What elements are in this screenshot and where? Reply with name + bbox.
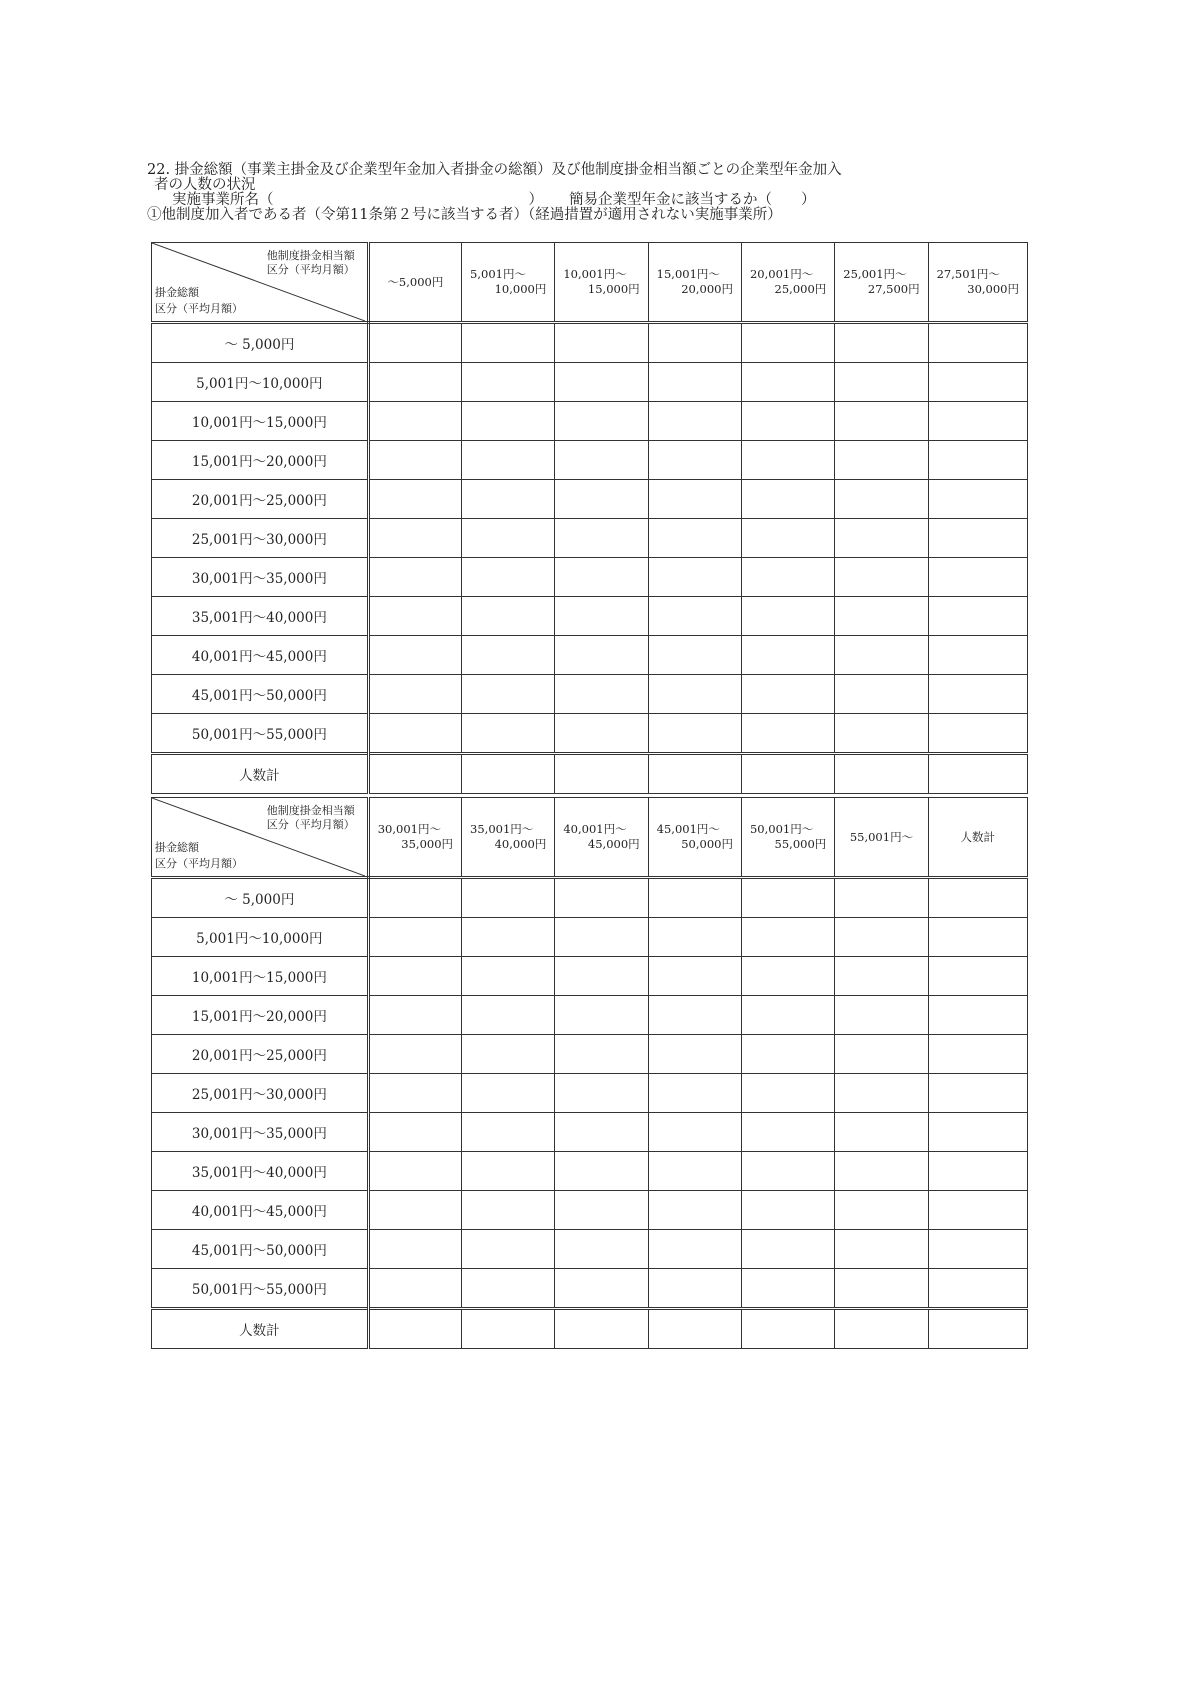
count-cell[interactable] bbox=[835, 918, 928, 957]
count-cell[interactable] bbox=[648, 1269, 741, 1309]
count-cell[interactable] bbox=[462, 675, 555, 714]
column-header-line-2: 50,000円 bbox=[681, 837, 733, 851]
count-cell[interactable] bbox=[928, 1113, 1027, 1152]
title-line-1: 22. 掛金総額（事業主掛金及び企業型年金加入者掛金の総額）及び他制度掛金相当額ごとの企業型年金加入 bbox=[147, 162, 842, 178]
total-cell[interactable] bbox=[741, 754, 834, 794]
column-header-line-2: 55,000円 bbox=[774, 837, 827, 851]
column-header-line-2: 30,000円 bbox=[967, 282, 1019, 296]
count-cell[interactable] bbox=[368, 957, 461, 996]
column-header bbox=[835, 243, 928, 323]
count-cell[interactable] bbox=[835, 878, 928, 918]
table-row bbox=[152, 1152, 1028, 1191]
count-cell[interactable] bbox=[928, 957, 1027, 996]
corner-top-label-1: 他制度掛金相当額 bbox=[266, 249, 355, 262]
office-name-label: 実施事業所名（ bbox=[172, 192, 274, 208]
table-row bbox=[152, 1113, 1028, 1152]
row-label: ～ 5,000円 bbox=[152, 878, 369, 918]
form-header bbox=[147, 163, 1027, 223]
count-cell[interactable] bbox=[462, 480, 555, 519]
total-cell[interactable] bbox=[648, 754, 741, 794]
total-cell[interactable] bbox=[368, 1309, 461, 1349]
corner-bottom-label-1: 掛金総額 bbox=[155, 841, 199, 854]
count-cell[interactable] bbox=[835, 675, 928, 714]
count-cell[interactable] bbox=[648, 323, 741, 363]
count-cell[interactable] bbox=[741, 1074, 834, 1113]
count-cell[interactable] bbox=[741, 957, 834, 996]
row-label: 5,001円～10,000円 bbox=[152, 363, 369, 402]
column-header-line-2: 10,000円 bbox=[494, 282, 547, 296]
row-label: 20,001円～25,000円 bbox=[152, 1035, 369, 1074]
count-cell[interactable] bbox=[462, 714, 555, 754]
total-cell[interactable] bbox=[835, 1309, 928, 1349]
count-cell[interactable] bbox=[368, 363, 461, 402]
corner-top-label-1: 他制度掛金相当額 bbox=[266, 804, 355, 817]
count-cell[interactable] bbox=[462, 558, 555, 597]
column-header-line-2: 27,500円 bbox=[867, 282, 920, 296]
corner-top-label-2: 区分（平均月額） bbox=[266, 818, 355, 831]
total-label: 人数計 bbox=[152, 1309, 369, 1349]
count-cell[interactable] bbox=[741, 558, 834, 597]
column-header-line-1: 50,001円～ bbox=[749, 822, 814, 836]
total-cell[interactable] bbox=[741, 1309, 834, 1349]
section-label: ①他制度加入者である者（令第11条第２号に該当する者）（経過措置が適用されない実施事業所） bbox=[147, 207, 782, 223]
column-header bbox=[648, 798, 741, 878]
total-cell[interactable] bbox=[462, 754, 555, 794]
count-cell[interactable] bbox=[462, 1269, 555, 1309]
count-cell[interactable] bbox=[555, 1152, 648, 1191]
count-cell[interactable] bbox=[368, 402, 461, 441]
count-cell[interactable] bbox=[928, 519, 1027, 558]
count-cell[interactable] bbox=[648, 441, 741, 480]
column-header-line-1: 10,001円～ bbox=[563, 267, 627, 281]
count-cell[interactable] bbox=[648, 714, 741, 754]
row-label: 10,001円～15,000円 bbox=[152, 402, 369, 441]
column-header-line-1: 45,001円～ bbox=[656, 822, 720, 836]
column-header-line-1: 35,001円～ bbox=[470, 822, 534, 836]
table-row bbox=[152, 1269, 1028, 1309]
count-cell[interactable] bbox=[368, 1269, 461, 1309]
count-cell[interactable] bbox=[741, 1035, 834, 1074]
row-label: 30,001円～35,000円 bbox=[152, 1113, 369, 1152]
count-cell[interactable] bbox=[462, 1035, 555, 1074]
count-cell[interactable] bbox=[928, 1191, 1027, 1230]
row-label: 20,001円～25,000円 bbox=[152, 480, 369, 519]
row-label: 50,001円～55,000円 bbox=[152, 1269, 369, 1309]
count-cell[interactable] bbox=[648, 1191, 741, 1230]
count-cell[interactable] bbox=[928, 363, 1027, 402]
corner-header-cell bbox=[152, 798, 369, 878]
table-1 bbox=[151, 242, 1028, 794]
count-cell[interactable] bbox=[741, 636, 834, 675]
table-row bbox=[152, 957, 1028, 996]
count-cell[interactable] bbox=[741, 441, 834, 480]
column-header bbox=[928, 798, 1027, 878]
count-cell[interactable] bbox=[462, 1074, 555, 1113]
count-cell[interactable] bbox=[928, 878, 1027, 918]
table-row bbox=[152, 363, 1028, 402]
row-label: 25,001円～30,000円 bbox=[152, 1074, 369, 1113]
count-cell[interactable] bbox=[555, 1113, 648, 1152]
column-header-line-1: 20,001円～ bbox=[749, 267, 814, 281]
table-row bbox=[152, 675, 1028, 714]
office-line bbox=[147, 193, 1027, 208]
count-cell[interactable] bbox=[741, 597, 834, 636]
total-cell[interactable] bbox=[555, 1309, 648, 1349]
total-row bbox=[152, 1309, 1028, 1349]
count-cell[interactable] bbox=[648, 1152, 741, 1191]
column-header bbox=[928, 243, 1027, 323]
table-row bbox=[152, 402, 1028, 441]
column-header bbox=[741, 798, 834, 878]
count-cell[interactable] bbox=[835, 1035, 928, 1074]
count-cell[interactable] bbox=[555, 323, 648, 363]
count-cell[interactable] bbox=[928, 675, 1027, 714]
count-cell[interactable] bbox=[928, 1269, 1027, 1309]
row-label: 35,001円～40,000円 bbox=[152, 597, 369, 636]
total-cell[interactable] bbox=[835, 754, 928, 794]
count-cell[interactable] bbox=[555, 519, 648, 558]
count-cell[interactable] bbox=[368, 1074, 461, 1113]
column-header bbox=[368, 243, 461, 323]
count-cell[interactable] bbox=[648, 1230, 741, 1269]
count-cell[interactable] bbox=[555, 1230, 648, 1269]
total-cell[interactable] bbox=[555, 754, 648, 794]
count-cell[interactable] bbox=[368, 918, 461, 957]
count-cell[interactable] bbox=[835, 519, 928, 558]
count-cell[interactable] bbox=[555, 957, 648, 996]
column-header-label: 人数計 bbox=[960, 829, 996, 844]
count-cell[interactable] bbox=[741, 519, 834, 558]
count-cell[interactable] bbox=[462, 1152, 555, 1191]
count-cell[interactable] bbox=[648, 918, 741, 957]
column-header-line-2: 45,000円 bbox=[587, 837, 640, 851]
count-cell[interactable] bbox=[648, 878, 741, 918]
count-cell[interactable] bbox=[648, 957, 741, 996]
count-cell[interactable] bbox=[741, 1269, 834, 1309]
column-header-line-1: 5,001円～ bbox=[470, 267, 526, 281]
count-cell[interactable] bbox=[835, 1152, 928, 1191]
table-row bbox=[152, 996, 1028, 1035]
column-header-line-1: 30,001円～ bbox=[377, 822, 441, 836]
count-cell[interactable] bbox=[835, 363, 928, 402]
count-cell[interactable] bbox=[648, 675, 741, 714]
count-cell[interactable] bbox=[648, 480, 741, 519]
count-cell[interactable] bbox=[835, 480, 928, 519]
table-row bbox=[152, 441, 1028, 480]
count-cell[interactable] bbox=[555, 402, 648, 441]
total-cell[interactable] bbox=[928, 754, 1027, 794]
column-header bbox=[835, 798, 928, 878]
count-cell[interactable] bbox=[555, 597, 648, 636]
count-cell[interactable] bbox=[928, 480, 1027, 519]
count-cell[interactable] bbox=[928, 636, 1027, 675]
count-cell[interactable] bbox=[368, 1230, 461, 1269]
count-cell[interactable] bbox=[741, 1230, 834, 1269]
count-cell[interactable] bbox=[462, 1191, 555, 1230]
count-cell[interactable] bbox=[555, 878, 648, 918]
count-cell[interactable] bbox=[835, 441, 928, 480]
count-cell[interactable] bbox=[835, 1074, 928, 1113]
count-cell[interactable] bbox=[741, 1152, 834, 1191]
corner-bottom-label-2: 区分（平均月額） bbox=[155, 857, 243, 870]
count-cell[interactable] bbox=[928, 1074, 1027, 1113]
count-cell[interactable] bbox=[368, 558, 461, 597]
total-cell[interactable] bbox=[648, 1309, 741, 1349]
count-cell[interactable] bbox=[462, 878, 555, 918]
column-header bbox=[462, 798, 555, 878]
table-row bbox=[152, 323, 1028, 363]
count-cell[interactable] bbox=[462, 323, 555, 363]
table-row bbox=[152, 1191, 1028, 1230]
column-header bbox=[462, 243, 555, 323]
table-row bbox=[152, 714, 1028, 754]
count-cell[interactable] bbox=[741, 402, 834, 441]
column-header-line-1: 25,001円～ bbox=[843, 267, 907, 281]
count-cell[interactable] bbox=[368, 675, 461, 714]
count-cell[interactable] bbox=[555, 1191, 648, 1230]
count-cell[interactable] bbox=[462, 957, 555, 996]
column-header-label: 55,001円～ bbox=[849, 829, 914, 844]
count-cell[interactable] bbox=[555, 714, 648, 754]
count-cell[interactable] bbox=[368, 1035, 461, 1074]
count-cell[interactable] bbox=[928, 402, 1027, 441]
count-cell[interactable] bbox=[835, 1191, 928, 1230]
row-label: 50,001円～55,000円 bbox=[152, 714, 369, 754]
count-cell[interactable] bbox=[835, 1269, 928, 1309]
count-cell[interactable] bbox=[741, 480, 834, 519]
table-row bbox=[152, 1035, 1028, 1074]
count-cell[interactable] bbox=[928, 558, 1027, 597]
count-cell[interactable] bbox=[928, 918, 1027, 957]
count-cell[interactable] bbox=[462, 597, 555, 636]
total-cell[interactable] bbox=[462, 1309, 555, 1349]
count-cell[interactable] bbox=[648, 1035, 741, 1074]
count-cell[interactable] bbox=[835, 957, 928, 996]
table-row bbox=[152, 480, 1028, 519]
column-header-line-2: 35,000円 bbox=[401, 837, 454, 851]
count-cell[interactable] bbox=[835, 714, 928, 754]
count-cell[interactable] bbox=[462, 636, 555, 675]
count-cell[interactable] bbox=[928, 1230, 1027, 1269]
count-cell[interactable] bbox=[648, 402, 741, 441]
count-cell[interactable] bbox=[741, 996, 834, 1035]
count-cell[interactable] bbox=[648, 519, 741, 558]
count-cell[interactable] bbox=[835, 636, 928, 675]
count-cell[interactable] bbox=[648, 558, 741, 597]
column-header bbox=[741, 243, 834, 323]
table-row bbox=[152, 1074, 1028, 1113]
row-label: ～ 5,000円 bbox=[152, 323, 369, 363]
count-cell[interactable] bbox=[835, 996, 928, 1035]
count-cell[interactable] bbox=[741, 1191, 834, 1230]
count-cell[interactable] bbox=[928, 441, 1027, 480]
corner-header-cell bbox=[152, 243, 369, 323]
column-header-line-1: 15,001円～ bbox=[656, 267, 720, 281]
count-cell[interactable] bbox=[835, 1230, 928, 1269]
count-cell[interactable] bbox=[555, 363, 648, 402]
count-cell[interactable] bbox=[928, 323, 1027, 363]
table-2 bbox=[151, 797, 1028, 1349]
count-cell[interactable] bbox=[555, 1269, 648, 1309]
count-cell[interactable] bbox=[555, 480, 648, 519]
count-cell[interactable] bbox=[741, 878, 834, 918]
column-header-line-2: 40,000円 bbox=[494, 837, 547, 851]
row-label: 35,001円～40,000円 bbox=[152, 1152, 369, 1191]
count-cell[interactable] bbox=[648, 1074, 741, 1113]
count-cell[interactable] bbox=[555, 996, 648, 1035]
corner-bottom-label-1: 掛金総額 bbox=[155, 286, 199, 299]
count-cell[interactable] bbox=[462, 996, 555, 1035]
office-name-close: ） bbox=[528, 192, 543, 208]
column-header-line-2: 15,000円 bbox=[587, 282, 640, 296]
count-cell[interactable] bbox=[462, 363, 555, 402]
count-cell[interactable] bbox=[741, 1113, 834, 1152]
row-label: 5,001円～10,000円 bbox=[152, 918, 369, 957]
count-cell[interactable] bbox=[368, 1113, 461, 1152]
count-cell[interactable] bbox=[368, 441, 461, 480]
count-cell[interactable] bbox=[928, 996, 1027, 1035]
count-cell[interactable] bbox=[368, 519, 461, 558]
count-cell[interactable] bbox=[555, 918, 648, 957]
row-label: 45,001円～50,000円 bbox=[152, 675, 369, 714]
count-cell[interactable] bbox=[368, 597, 461, 636]
count-cell[interactable] bbox=[555, 675, 648, 714]
count-cell[interactable] bbox=[741, 323, 834, 363]
count-cell[interactable] bbox=[462, 1230, 555, 1269]
column-header bbox=[555, 798, 648, 878]
count-cell[interactable] bbox=[368, 1152, 461, 1191]
table-row bbox=[152, 519, 1028, 558]
column-header-line-1: 27,501円～ bbox=[936, 267, 1000, 281]
column-header bbox=[555, 243, 648, 323]
count-cell[interactable] bbox=[368, 714, 461, 754]
table-row bbox=[152, 1230, 1028, 1269]
count-cell[interactable] bbox=[555, 1035, 648, 1074]
count-cell[interactable] bbox=[555, 441, 648, 480]
count-cell[interactable] bbox=[462, 918, 555, 957]
corner-bottom-label-2: 区分（平均月額） bbox=[155, 302, 243, 315]
count-cell[interactable] bbox=[648, 363, 741, 402]
count-cell[interactable] bbox=[555, 636, 648, 675]
row-label: 30,001円～35,000円 bbox=[152, 558, 369, 597]
table-row bbox=[152, 597, 1028, 636]
count-cell[interactable] bbox=[462, 441, 555, 480]
count-cell[interactable] bbox=[368, 1191, 461, 1230]
table-row bbox=[152, 918, 1028, 957]
row-label: 25,001円～30,000円 bbox=[152, 519, 369, 558]
row-label: 15,001円～20,000円 bbox=[152, 996, 369, 1035]
count-cell[interactable] bbox=[741, 918, 834, 957]
count-cell[interactable] bbox=[835, 323, 928, 363]
column-header bbox=[368, 798, 461, 878]
corner-top-label-2: 区分（平均月額） bbox=[266, 263, 355, 276]
count-cell[interactable] bbox=[648, 597, 741, 636]
count-cell[interactable] bbox=[648, 1113, 741, 1152]
count-cell[interactable] bbox=[835, 558, 928, 597]
total-cell[interactable] bbox=[368, 754, 461, 794]
row-label: 40,001円～45,000円 bbox=[152, 636, 369, 675]
count-cell[interactable] bbox=[928, 597, 1027, 636]
count-cell[interactable] bbox=[368, 323, 461, 363]
count-cell[interactable] bbox=[368, 480, 461, 519]
count-cell[interactable] bbox=[462, 519, 555, 558]
count-cell[interactable] bbox=[462, 1113, 555, 1152]
table-row bbox=[152, 636, 1028, 675]
count-cell[interactable] bbox=[835, 597, 928, 636]
count-cell[interactable] bbox=[555, 558, 648, 597]
column-header-line-2: 20,000円 bbox=[681, 282, 733, 296]
count-cell[interactable] bbox=[368, 996, 461, 1035]
column-header-line-2: 25,000円 bbox=[774, 282, 827, 296]
total-cell[interactable] bbox=[928, 1309, 1027, 1349]
count-cell[interactable] bbox=[835, 402, 928, 441]
row-label: 15,001円～20,000円 bbox=[152, 441, 369, 480]
count-cell[interactable] bbox=[555, 1074, 648, 1113]
count-cell[interactable] bbox=[648, 996, 741, 1035]
count-cell[interactable] bbox=[835, 1113, 928, 1152]
count-cell[interactable] bbox=[368, 636, 461, 675]
total-label: 人数計 bbox=[152, 754, 369, 794]
table-row bbox=[152, 558, 1028, 597]
simple-plan-question[interactable]: 簡易企業型年金に該当するか（ ） bbox=[569, 192, 816, 208]
title-line-2: 者の人数の状況 bbox=[154, 177, 256, 193]
column-header-label: ～5,000円 bbox=[387, 274, 444, 289]
count-cell[interactable] bbox=[741, 363, 834, 402]
count-cell[interactable] bbox=[368, 878, 461, 918]
count-cell[interactable] bbox=[741, 675, 834, 714]
count-cell[interactable] bbox=[928, 714, 1027, 754]
total-row bbox=[152, 754, 1028, 794]
count-cell[interactable] bbox=[741, 714, 834, 754]
column-header bbox=[648, 243, 741, 323]
row-label: 45,001円～50,000円 bbox=[152, 1230, 369, 1269]
column-header-line-1: 40,001円～ bbox=[563, 822, 627, 836]
count-cell[interactable] bbox=[648, 636, 741, 675]
row-label: 10,001円～15,000円 bbox=[152, 957, 369, 996]
count-cell[interactable] bbox=[462, 402, 555, 441]
row-label: 40,001円～45,000円 bbox=[152, 1191, 369, 1230]
count-cell[interactable] bbox=[928, 1152, 1027, 1191]
count-cell[interactable] bbox=[928, 1035, 1027, 1074]
table-row bbox=[152, 878, 1028, 918]
